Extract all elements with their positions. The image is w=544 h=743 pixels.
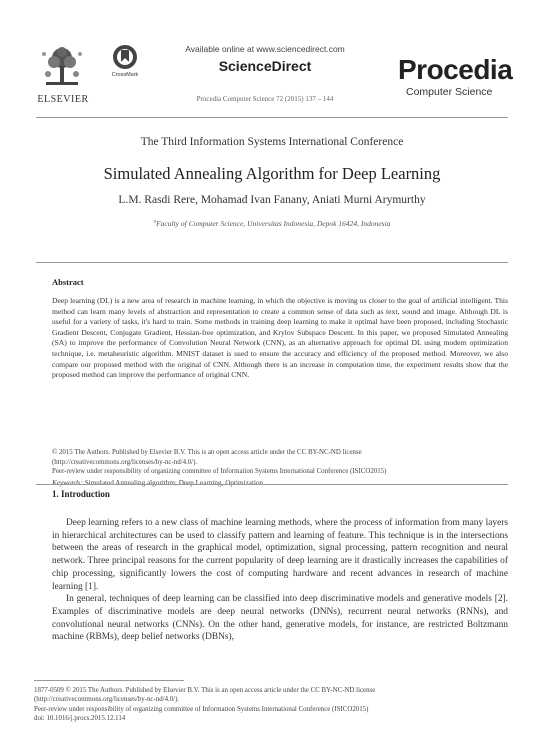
elsevier-tree-logo: [36, 44, 88, 90]
conference-name: The Third Information Systems International Conference: [140, 136, 404, 148]
procedia-subtitle: Computer Science: [406, 86, 493, 98]
author-list: L.M. Rasdi Rere, Mohamad Ivan Fanany, Aniati Murni Arymurthy: [118, 194, 426, 206]
paper-title: Simulated Annealing Algorithm for Deep Learning: [103, 164, 441, 183]
license-line-1: © 2015 The Authors. Published by Elsevier B.V. This is an open access article under the CC BY-NC-ND license: [52, 449, 362, 456]
abstract-text: Deep learning (DL) is a new area of research in machine learning, in which the objective is moving us closer to the goal of artificial intelligent. This method can learn many levels of abstraction and representation to create a common sense of data such as text, sound and image. Although DL is useful for a variety of tasks, it's hard to train. Some methods in training deep learning to make it optimal have been proposed, including Stochastic Gradient Descent, Conjugate Gradient, Hessian-free optimization, and Krylov Subspace Descent. In this paper, we proposed Simulated Annealing (SA) to improve the performance of Convolution Neural Network (CNN), as an alternative approach for optimal DL using modern optimization technique, i.e. metaheuristic algorithm. MNIST dataset is used to ensure the accuracy and efficiency of the proposed method. Moreover, we also compare our proposed method with the original of CNN. Although there is an increase in computation time, the experiment results show that the proposed method can improve the performance of original CNN.: [52, 296, 508, 380]
procedia-brand: Procedia: [398, 54, 513, 85]
available-online-link[interactable]: Available online at www.sciencedirect.com: [185, 44, 345, 54]
footer-doi[interactable]: doi: 10.1016/j.procs.2015.12.114: [34, 715, 126, 723]
keywords: [52, 479, 508, 487]
introduction-body: [52, 517, 508, 644]
footer: [34, 686, 504, 724]
sciencedirect-logo: ScienceDirect: [218, 58, 312, 74]
publisher-logo-text: ELSEVIER: [37, 94, 89, 105]
crossmark-label: CrossMark: [111, 72, 139, 78]
crossmark-icon[interactable]: [112, 44, 138, 70]
introduction-paragraph: In general, techniques of deep learning can be classified into deep discriminative models and generative models [2]. Examples of discriminative models are deep neural networks (DNNs), recurrent neural networks (RNNs), and convolutional neural networks (CNNs). On the other hand, generative models, for instance, are restricted Boltzmann machine (RBMs), deep belief networks (DBNs),: [52, 594, 508, 643]
license-link[interactable]: (http://creativecommons.org/licenses/by-nc-nd/4.0/).: [52, 458, 198, 466]
affiliation-text: Faculty of Computer Science, Universitas Indonesia, Depok 16424, Indonesia: [156, 219, 391, 228]
header-divider: [36, 117, 508, 118]
journal-reference: Procedia Computer Science 72 (2015) 137 – 144: [196, 95, 334, 103]
keywords-label: Keywords:: [52, 479, 83, 487]
license-notice: [52, 448, 508, 477]
abstract-bottom-divider: [36, 484, 508, 485]
affiliation-mark: a: [153, 219, 157, 225]
affiliation: [36, 219, 508, 228]
section-heading-introduction: 1. Introduction: [52, 489, 110, 499]
footer-divider: [34, 680, 184, 681]
license-peer-review: Peer-review under responsibility of organizing committee of Information Systems International Conference (ISICO2015): [52, 468, 387, 476]
footer-license-link[interactable]: (http://creativecommons.org/licenses/by-nc-nd/4.0/).: [34, 696, 180, 704]
keywords-text: Simulated Annealing algorithm; Deep Learning, Optimization: [82, 479, 264, 487]
abstract-heading: Abstract: [52, 277, 84, 287]
footer-copyright: 1877-0509 © 2015 The Authors. Published by Elsevier B.V. This is an open access article under the CC BY-NC-ND license: [34, 687, 376, 694]
footer-peer-review: Peer-review under responsibility of organizing committee of Information Systems International Conference (ISICO2015): [34, 705, 369, 713]
introduction-paragraph: Deep learning refers to a new class of machine learning methods, where the process of information from many layers in hierarchical architectures can be used to classify pattern and learning of feature. This technique is in the intersections between the areas of research in the graphical model, optimization, signal processing, pattern recognition and neural network. Three principal reasons for the current popularity of deep learning are it drastically increases the capabilities of chip processing, significantly lowers the cost of computing hardware and recent advances in research of machine learning [1].: [52, 518, 508, 592]
abstract-top-divider: [36, 262, 508, 263]
